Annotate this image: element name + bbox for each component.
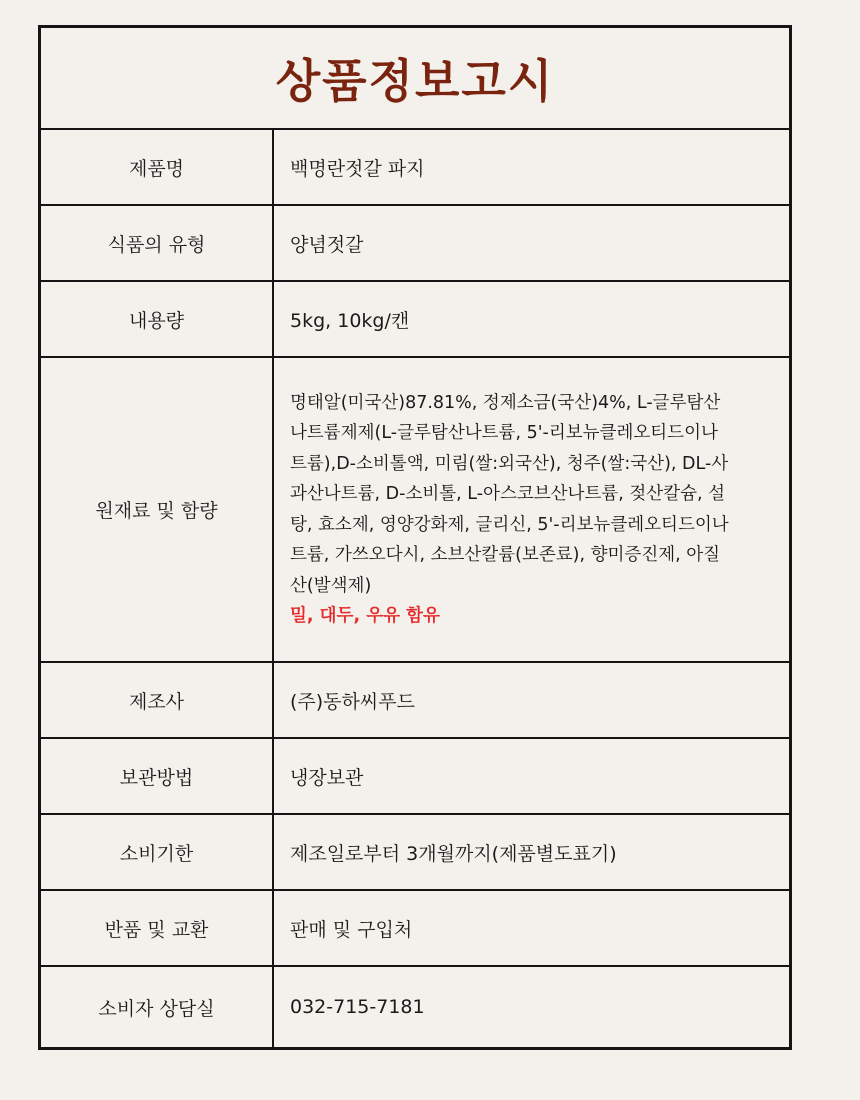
row-value: (주)동하씨푸드: [290, 690, 415, 713]
ingredients-line: 트륨, 가쓰오다시, 소브산칼륨(보존료), 향미증진제, 아질: [290, 545, 721, 565]
row-label: 식품의 유형: [41, 206, 274, 280]
row-label: 반품 및 교환: [41, 891, 274, 965]
table-row-consumer-center: [41, 967, 789, 1047]
page-title: 상품정보고시: [275, 54, 555, 108]
row-value: 냉장보관: [290, 766, 364, 789]
ingredients-line: 과산나트륨, D-소비톨, L-아스코브산나트륨, 젖산칼슘, 설: [290, 484, 726, 504]
row-label: 제조사: [41, 663, 274, 737]
row-label: 원재료 및 함량: [41, 358, 274, 661]
title-row: [41, 28, 789, 130]
row-value: 제조일로부터 3개월까지(제품별도표기): [290, 842, 617, 865]
table-row-returns: [41, 891, 789, 967]
ingredients-line: 트륨),D-소비톨액, 미림(쌀:외국산), 청주(쌀:국산), DL-사: [290, 453, 729, 474]
table-row-product-name: [41, 130, 789, 206]
ingredients-line: 나트륨제제(L-글루탐산나트륨, 5'-리보뉴클레오티드이나: [290, 423, 718, 443]
table-row-expiration: [41, 815, 789, 891]
row-label: 소비자 상담실: [41, 967, 274, 1047]
row-value: 032-715-7181: [290, 996, 425, 1018]
ingredients-line: 명태알(미국산)87.81%, 정제소금(국산)4%, L-글루탐산: [290, 392, 721, 413]
row-value: 판매 및 구입처: [290, 918, 413, 941]
allergen-warning: 밀, 대두, 우유 함유: [290, 606, 440, 626]
table-row-content-amount: [41, 282, 789, 358]
ingredients-text: [274, 358, 789, 661]
row-label: 소비기한: [41, 815, 274, 889]
row-label: 내용량: [41, 282, 274, 356]
table-row-food-type: [41, 206, 789, 282]
row-value: 5kg, 10kg/캔: [290, 309, 410, 332]
product-info-table: [38, 25, 792, 1050]
row-value: 양념젓갈: [290, 233, 364, 256]
row-label: 제품명: [41, 130, 274, 204]
table-row-manufacturer: [41, 663, 789, 739]
row-label: 보관방법: [41, 739, 274, 813]
ingredients-line: 탕, 효소제, 영양강화제, 글리신, 5'-리보뉴클레오티드이나: [290, 514, 729, 535]
row-value: 백명란젓갈 파지: [290, 157, 425, 180]
ingredients-line: 산(발색제): [290, 575, 372, 596]
table-row-ingredients: [41, 358, 789, 663]
table-row-storage: [41, 739, 789, 815]
